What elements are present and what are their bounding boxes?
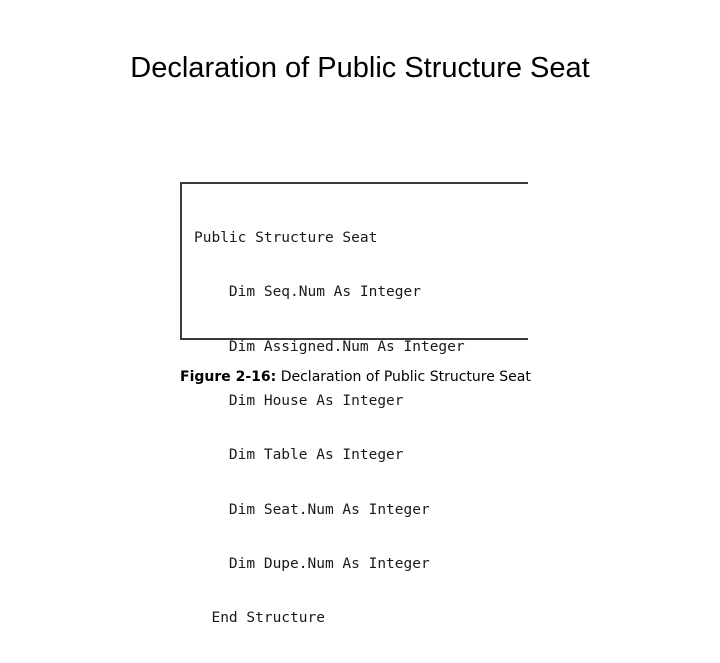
figure-caption-text: Declaration of Public Structure Seat (276, 369, 531, 385)
figure-caption (180, 367, 531, 387)
figure-label: Figure 2-16: (180, 369, 277, 385)
code-listing (194, 193, 465, 663)
code-line: Dim Assigned.Num As Integer (194, 338, 465, 355)
code-line: Dim Dupe.Num As Integer (194, 555, 430, 572)
code-line: Dim House As Integer (194, 393, 404, 410)
code-line: Public Structure Seat (194, 230, 378, 247)
slide-title: Declaration of Public Structure Seat (130, 52, 590, 84)
code-line: Dim Seat.Num As Integer (194, 501, 430, 518)
code-line: Dim Seq.Num As Integer (194, 284, 421, 301)
code-line: Dim Table As Integer (194, 447, 404, 464)
code-line: End Structure (194, 610, 325, 627)
